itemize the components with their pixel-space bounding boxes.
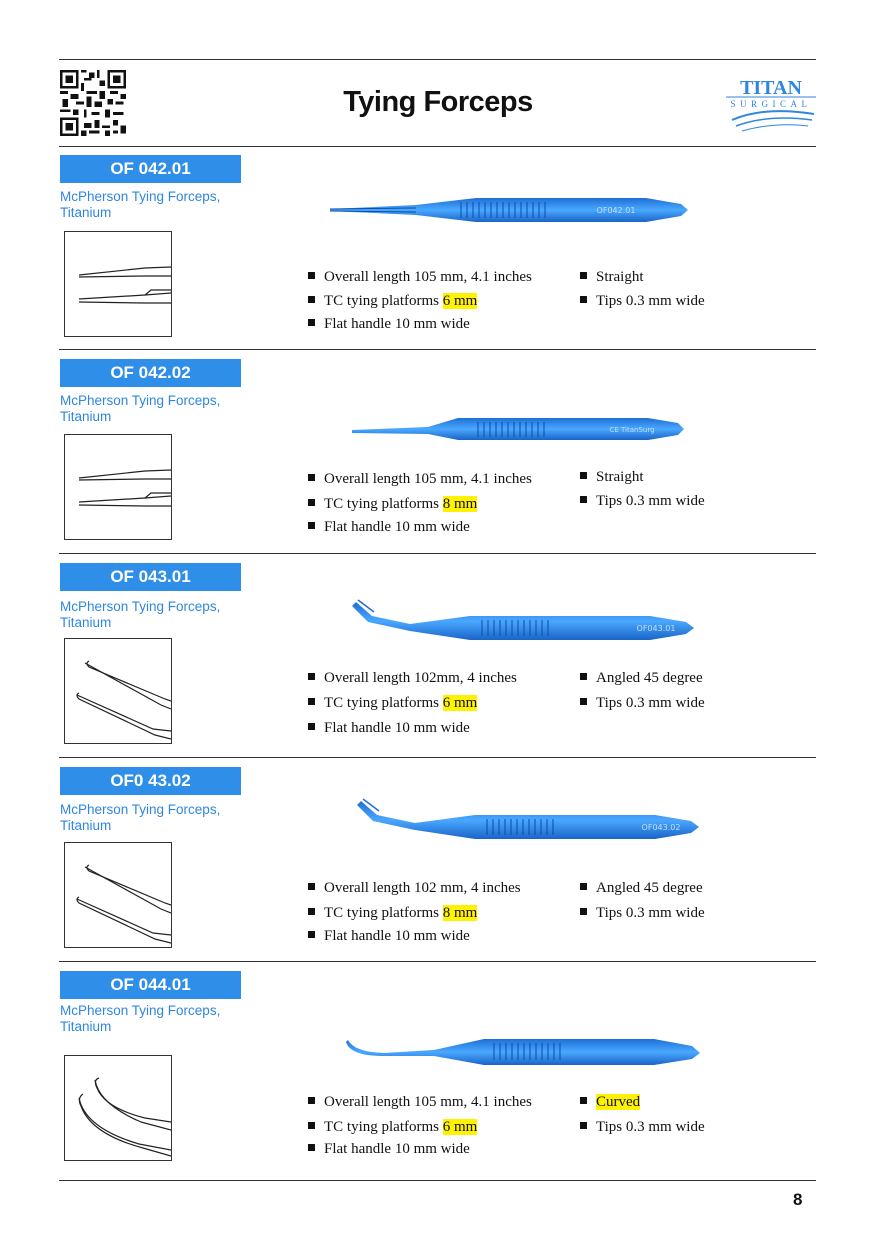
bullet-square-icon: [308, 698, 315, 705]
product-description: McPherson Tying Forceps, Titanium: [60, 802, 221, 833]
bullet-square-icon: [580, 296, 587, 303]
section-rule: [59, 757, 816, 758]
spec-item: Flat handle 10 mm wide: [308, 928, 470, 945]
bullet-square-icon: [308, 723, 315, 730]
spec-item: Tips 0.3 mm wide: [580, 493, 705, 510]
product-description: McPherson Tying Forceps, Titanium: [60, 1003, 221, 1034]
spec-item: TC tying platforms 8 mm: [308, 496, 477, 513]
spec-item: Straight: [580, 469, 644, 486]
bullet-square-icon: [580, 1122, 587, 1129]
spec-item: Overall length 105 mm, 4.1 inches: [308, 471, 532, 488]
section-rule: [59, 553, 816, 554]
bullet-square-icon: [308, 1144, 315, 1151]
spec-item: Overall length 102 mm, 4 inches: [308, 880, 521, 897]
bullet-square-icon: [308, 272, 315, 279]
product-description: McPherson Tying Forceps, Titanium: [60, 189, 221, 220]
bullet-square-icon: [580, 1097, 587, 1104]
section-rule: [59, 961, 816, 962]
instrument-photo: [350, 598, 700, 648]
bullet-square-icon: [308, 908, 315, 915]
instrument-photo: [355, 797, 705, 847]
bullet-square-icon: [308, 1097, 315, 1104]
instrument-photo: [344, 1026, 704, 1076]
svg-text:OF043.02: OF043.02: [641, 823, 681, 832]
bullet-square-icon: [308, 673, 315, 680]
svg-text:SURGICAL: SURGICAL: [730, 99, 812, 109]
tip-sketch-angled: [64, 842, 172, 948]
page-title: Tying Forceps: [343, 86, 533, 118]
spec-item: TC tying platforms 6 mm: [308, 1119, 477, 1136]
spec-item: Overall length 105 mm, 4.1 inches: [308, 269, 532, 286]
spec-item: Overall length 105 mm, 4.1 inches: [308, 1094, 532, 1111]
bullet-square-icon: [308, 1122, 315, 1129]
spec-item: Curved: [580, 1094, 640, 1111]
spec-item: Straight: [580, 269, 644, 286]
instrument-photo: [326, 192, 696, 232]
spec-item: Flat handle 10 mm wide: [308, 1141, 470, 1158]
spec-item: Tips 0.3 mm wide: [580, 1119, 705, 1136]
top-rule: [59, 59, 816, 60]
footer-rule: [59, 1180, 816, 1181]
bullet-square-icon: [308, 499, 315, 506]
bullet-square-icon: [580, 883, 587, 890]
svg-text:TITAN: TITAN: [740, 77, 802, 99]
bullet-square-icon: [308, 296, 315, 303]
bullet-square-icon: [580, 908, 587, 915]
bullet-square-icon: [580, 496, 587, 503]
header-rule: [59, 146, 816, 147]
svg-text:OF042.01: OF042.01: [596, 206, 636, 215]
bullet-square-icon: [308, 319, 315, 326]
instrument-photo: [348, 409, 688, 449]
bullet-square-icon: [580, 472, 587, 479]
svg-text:OF043.01: OF043.01: [636, 624, 676, 633]
product-code: OF0 43.02: [60, 767, 241, 795]
spec-item: Angled 45 degree: [580, 670, 703, 687]
spec-item: Tips 0.3 mm wide: [580, 293, 705, 310]
product-code: OF 042.02: [60, 359, 241, 387]
tip-sketch-straight: [64, 434, 172, 540]
product-code: OF 043.01: [60, 563, 241, 591]
spec-item: Flat handle 10 mm wide: [308, 519, 470, 536]
tip-sketch-angled: [64, 638, 172, 744]
spec-item: TC tying platforms 6 mm: [308, 695, 477, 712]
bullet-square-icon: [580, 673, 587, 680]
product-description: McPherson Tying Forceps, Titanium: [60, 393, 221, 424]
spec-item: Tips 0.3 mm wide: [580, 695, 705, 712]
spec-item: TC tying platforms 6 mm: [308, 293, 477, 310]
spec-item: Angled 45 degree: [580, 880, 703, 897]
tip-sketch-curved: [64, 1055, 172, 1161]
product-description: McPherson Tying Forceps, Titanium: [60, 599, 221, 630]
spec-item: Flat handle 10 mm wide: [308, 720, 470, 737]
page-number: 8: [793, 1190, 803, 1209]
product-code: OF 042.01: [60, 155, 241, 183]
svg-text:CE TitanSurg: CE TitanSurg: [609, 426, 655, 434]
bullet-square-icon: [580, 698, 587, 705]
spec-item: TC tying platforms 8 mm: [308, 905, 477, 922]
product-code: OF 044.01: [60, 971, 241, 999]
spec-item: Overall length 102mm, 4 inches: [308, 670, 517, 687]
bullet-square-icon: [580, 272, 587, 279]
titan-surgical-logo: [724, 76, 818, 134]
bullet-square-icon: [308, 883, 315, 890]
section-rule: [59, 349, 816, 350]
bullet-square-icon: [308, 931, 315, 938]
bullet-square-icon: [308, 522, 315, 529]
tip-sketch-straight: [64, 231, 172, 337]
spec-item: Tips 0.3 mm wide: [580, 905, 705, 922]
spec-item: Flat handle 10 mm wide: [308, 316, 470, 333]
bullet-square-icon: [308, 474, 315, 481]
